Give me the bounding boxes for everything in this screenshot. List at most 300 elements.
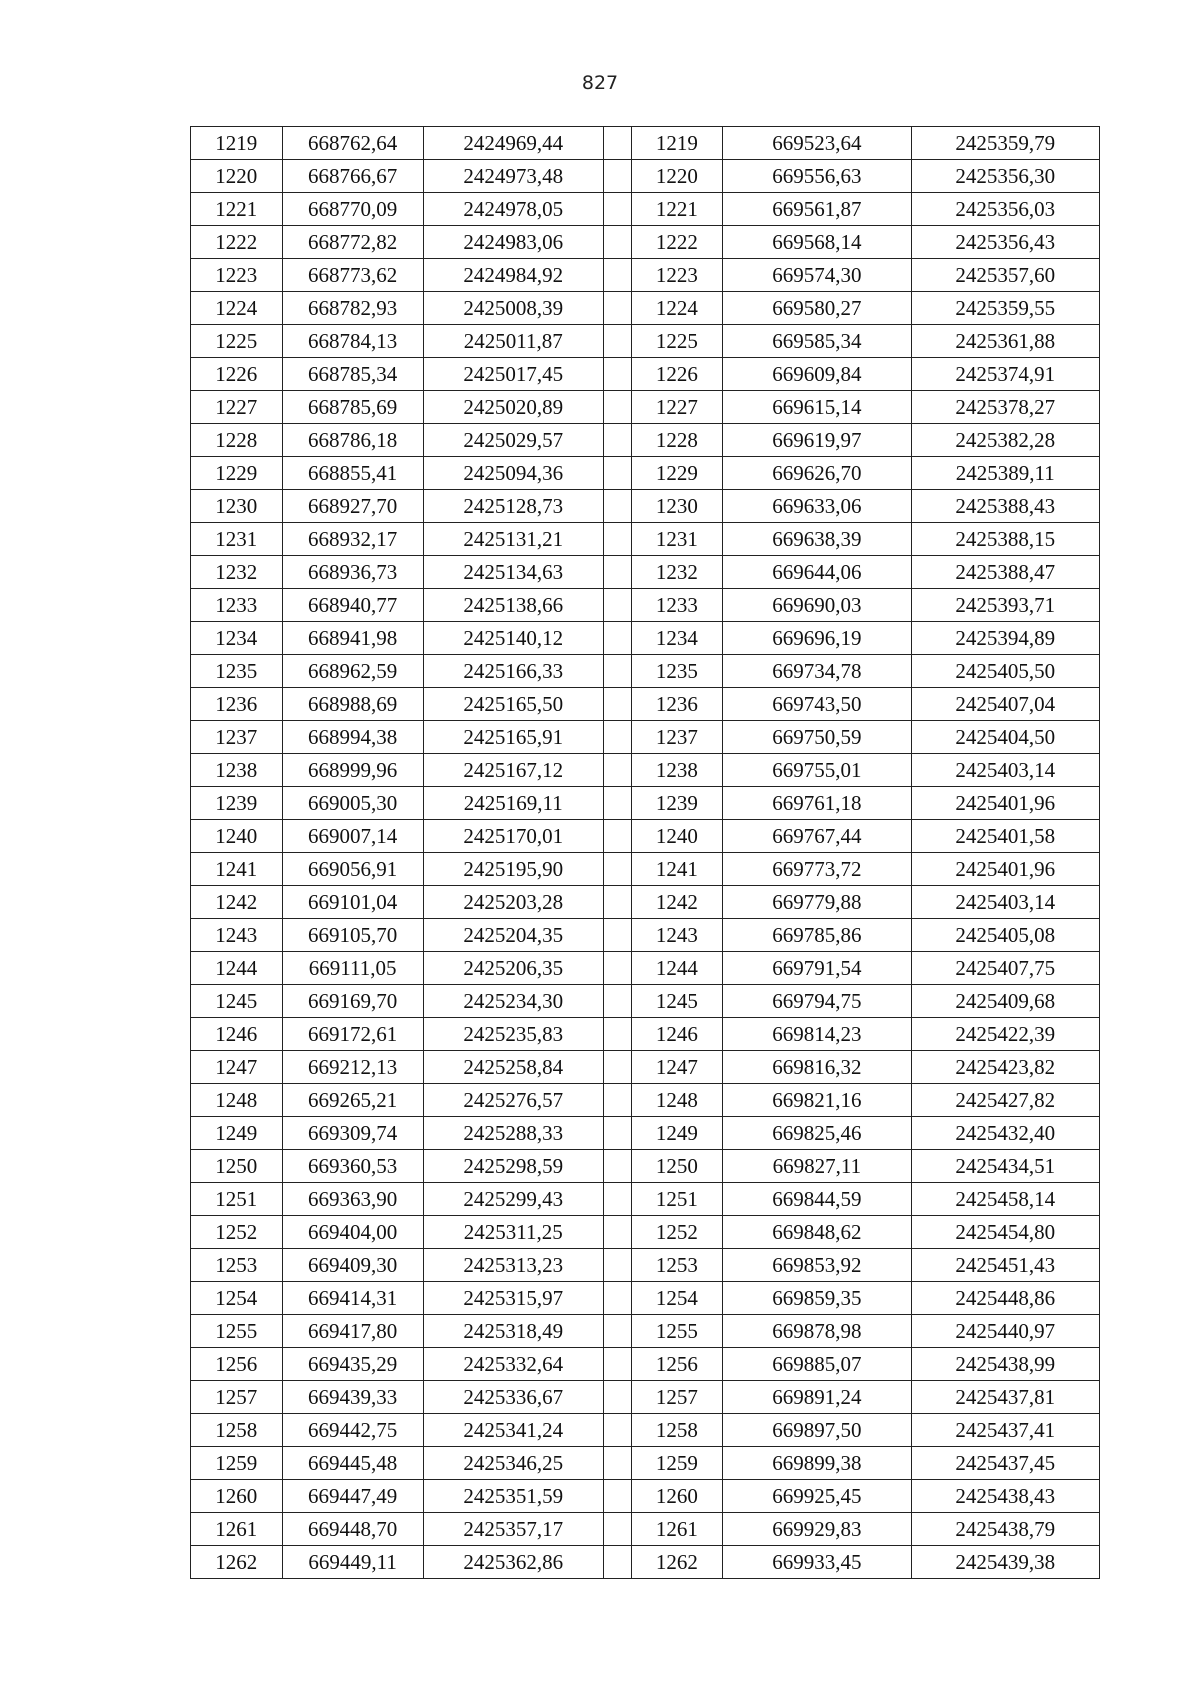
y-coordinate-cell: 2425389,11 — [911, 457, 1099, 490]
table-row — [191, 1183, 1100, 1216]
x-coordinate-cell: 668927,70 — [282, 490, 423, 523]
point-number-cell: 1237 — [191, 721, 283, 754]
x-coordinate-cell: 669814,23 — [723, 1018, 911, 1051]
table-row — [191, 1282, 1100, 1315]
x-coordinate-cell: 669448,70 — [282, 1513, 423, 1546]
y-coordinate-cell: 2425356,03 — [911, 193, 1099, 226]
x-coordinate-cell: 669101,04 — [282, 886, 423, 919]
point-number-cell: 1257 — [191, 1381, 283, 1414]
y-coordinate-cell: 2425437,81 — [911, 1381, 1099, 1414]
point-number-cell: 1232 — [631, 556, 723, 589]
y-coordinate-cell: 2425393,71 — [911, 589, 1099, 622]
point-number-cell: 1233 — [631, 589, 723, 622]
y-coordinate-cell: 2424973,48 — [423, 160, 603, 193]
point-number-cell: 1231 — [631, 523, 723, 556]
table-row — [191, 1084, 1100, 1117]
x-coordinate-cell: 668785,69 — [282, 391, 423, 424]
separator-cell — [603, 1447, 631, 1480]
separator-cell — [603, 688, 631, 721]
table-row — [191, 1051, 1100, 1084]
y-coordinate-cell: 2425438,43 — [911, 1480, 1099, 1513]
x-coordinate-cell: 669111,05 — [282, 952, 423, 985]
x-coordinate-cell: 669404,00 — [282, 1216, 423, 1249]
table-row — [191, 1546, 1100, 1579]
point-number-cell: 1223 — [631, 259, 723, 292]
point-number-cell: 1221 — [191, 193, 283, 226]
table-row — [191, 259, 1100, 292]
y-coordinate-cell: 2425166,33 — [423, 655, 603, 688]
x-coordinate-cell: 668932,17 — [282, 523, 423, 556]
x-coordinate-cell: 669859,35 — [723, 1282, 911, 1315]
point-number-cell: 1225 — [191, 325, 283, 358]
point-number-cell: 1221 — [631, 193, 723, 226]
separator-cell — [603, 523, 631, 556]
x-coordinate-cell: 669878,98 — [723, 1315, 911, 1348]
table-row — [191, 820, 1100, 853]
y-coordinate-cell: 2425422,39 — [911, 1018, 1099, 1051]
y-coordinate-cell: 2425434,51 — [911, 1150, 1099, 1183]
point-number-cell: 1234 — [191, 622, 283, 655]
y-coordinate-cell: 2425204,35 — [423, 919, 603, 952]
y-coordinate-cell: 2425437,45 — [911, 1447, 1099, 1480]
separator-cell — [603, 1546, 631, 1579]
coordinates-table — [190, 126, 1100, 1579]
table-row — [191, 226, 1100, 259]
table-row — [191, 721, 1100, 754]
separator-cell — [603, 589, 631, 622]
x-coordinate-cell: 669447,49 — [282, 1480, 423, 1513]
y-coordinate-cell: 2425008,39 — [423, 292, 603, 325]
x-coordinate-cell: 669585,34 — [723, 325, 911, 358]
y-coordinate-cell: 2425165,50 — [423, 688, 603, 721]
point-number-cell: 1227 — [631, 391, 723, 424]
y-coordinate-cell: 2424983,06 — [423, 226, 603, 259]
table-row — [191, 754, 1100, 787]
x-coordinate-cell: 669580,27 — [723, 292, 911, 325]
point-number-cell: 1220 — [191, 160, 283, 193]
table-row — [191, 655, 1100, 688]
separator-cell — [603, 853, 631, 886]
x-coordinate-cell: 669265,21 — [282, 1084, 423, 1117]
table-row — [191, 1249, 1100, 1282]
table-row — [191, 325, 1100, 358]
x-coordinate-cell: 668786,18 — [282, 424, 423, 457]
x-coordinate-cell: 669827,11 — [723, 1150, 911, 1183]
y-coordinate-cell: 2425405,50 — [911, 655, 1099, 688]
separator-cell — [603, 556, 631, 589]
y-coordinate-cell: 2425404,50 — [911, 721, 1099, 754]
table-row — [191, 127, 1100, 160]
y-coordinate-cell: 2425311,25 — [423, 1216, 603, 1249]
point-number-cell: 1220 — [631, 160, 723, 193]
x-coordinate-cell: 669439,33 — [282, 1381, 423, 1414]
x-coordinate-cell: 669609,84 — [723, 358, 911, 391]
x-coordinate-cell: 669442,75 — [282, 1414, 423, 1447]
y-coordinate-cell: 2425403,14 — [911, 754, 1099, 787]
point-number-cell: 1226 — [191, 358, 283, 391]
separator-cell — [603, 1150, 631, 1183]
y-coordinate-cell: 2425170,01 — [423, 820, 603, 853]
x-coordinate-cell: 668770,09 — [282, 193, 423, 226]
point-number-cell: 1239 — [631, 787, 723, 820]
x-coordinate-cell: 669844,59 — [723, 1183, 911, 1216]
x-coordinate-cell: 668994,38 — [282, 721, 423, 754]
point-number-cell: 1230 — [631, 490, 723, 523]
y-coordinate-cell: 2425437,41 — [911, 1414, 1099, 1447]
page-number: 827 — [581, 72, 619, 94]
table-row — [191, 952, 1100, 985]
table-row — [191, 1315, 1100, 1348]
x-coordinate-cell: 669574,30 — [723, 259, 911, 292]
y-coordinate-cell: 2425359,55 — [911, 292, 1099, 325]
y-coordinate-cell: 2425276,57 — [423, 1084, 603, 1117]
y-coordinate-cell: 2425401,96 — [911, 853, 1099, 886]
y-coordinate-cell: 2425167,12 — [423, 754, 603, 787]
separator-cell — [603, 721, 631, 754]
y-coordinate-cell: 2425341,24 — [423, 1414, 603, 1447]
point-number-cell: 1242 — [191, 886, 283, 919]
separator-cell — [603, 754, 631, 787]
point-number-cell: 1230 — [191, 490, 283, 523]
table-row — [191, 622, 1100, 655]
separator-cell — [603, 1018, 631, 1051]
point-number-cell: 1224 — [631, 292, 723, 325]
separator-cell — [603, 886, 631, 919]
point-number-cell: 1233 — [191, 589, 283, 622]
y-coordinate-cell: 2425351,59 — [423, 1480, 603, 1513]
point-number-cell: 1236 — [631, 688, 723, 721]
table-row — [191, 1513, 1100, 1546]
separator-cell — [603, 391, 631, 424]
point-number-cell: 1256 — [191, 1348, 283, 1381]
x-coordinate-cell: 669848,62 — [723, 1216, 911, 1249]
x-coordinate-cell: 669212,13 — [282, 1051, 423, 1084]
table-row — [191, 160, 1100, 193]
separator-cell — [603, 622, 631, 655]
point-number-cell: 1238 — [631, 754, 723, 787]
y-coordinate-cell: 2425131,21 — [423, 523, 603, 556]
y-coordinate-cell: 2425361,88 — [911, 325, 1099, 358]
separator-cell — [603, 1381, 631, 1414]
y-coordinate-cell: 2425388,15 — [911, 523, 1099, 556]
point-number-cell: 1262 — [631, 1546, 723, 1579]
x-coordinate-cell: 668988,69 — [282, 688, 423, 721]
x-coordinate-cell: 669891,24 — [723, 1381, 911, 1414]
y-coordinate-cell: 2425403,14 — [911, 886, 1099, 919]
table-row — [191, 1381, 1100, 1414]
point-number-cell: 1248 — [631, 1084, 723, 1117]
y-coordinate-cell: 2425169,11 — [423, 787, 603, 820]
separator-cell — [603, 1117, 631, 1150]
separator-cell — [603, 985, 631, 1018]
y-coordinate-cell: 2425407,04 — [911, 688, 1099, 721]
point-number-cell: 1262 — [191, 1546, 283, 1579]
separator-cell — [603, 952, 631, 985]
x-coordinate-cell: 669638,39 — [723, 523, 911, 556]
y-coordinate-cell: 2425439,38 — [911, 1546, 1099, 1579]
point-number-cell: 1246 — [631, 1018, 723, 1051]
y-coordinate-cell: 2425432,40 — [911, 1117, 1099, 1150]
point-number-cell: 1228 — [631, 424, 723, 457]
y-coordinate-cell: 2425206,35 — [423, 952, 603, 985]
point-number-cell: 1250 — [191, 1150, 283, 1183]
point-number-cell: 1236 — [191, 688, 283, 721]
table-row — [191, 1018, 1100, 1051]
x-coordinate-cell: 669773,72 — [723, 853, 911, 886]
y-coordinate-cell: 2425165,91 — [423, 721, 603, 754]
separator-cell — [603, 820, 631, 853]
table-row — [191, 358, 1100, 391]
point-number-cell: 1261 — [631, 1513, 723, 1546]
y-coordinate-cell: 2425203,28 — [423, 886, 603, 919]
x-coordinate-cell: 669853,92 — [723, 1249, 911, 1282]
x-coordinate-cell: 669767,44 — [723, 820, 911, 853]
x-coordinate-cell: 669821,16 — [723, 1084, 911, 1117]
x-coordinate-cell: 669734,78 — [723, 655, 911, 688]
point-number-cell: 1251 — [191, 1183, 283, 1216]
x-coordinate-cell: 668762,64 — [282, 127, 423, 160]
point-number-cell: 1228 — [191, 424, 283, 457]
x-coordinate-cell: 669005,30 — [282, 787, 423, 820]
point-number-cell: 1241 — [631, 853, 723, 886]
separator-cell — [603, 127, 631, 160]
x-coordinate-cell: 669417,80 — [282, 1315, 423, 1348]
x-coordinate-cell: 669435,29 — [282, 1348, 423, 1381]
separator-cell — [603, 1414, 631, 1447]
y-coordinate-cell: 2425359,79 — [911, 127, 1099, 160]
table-row — [191, 589, 1100, 622]
y-coordinate-cell: 2425362,86 — [423, 1546, 603, 1579]
point-number-cell: 1226 — [631, 358, 723, 391]
separator-cell — [603, 1282, 631, 1315]
y-coordinate-cell: 2425357,17 — [423, 1513, 603, 1546]
point-number-cell: 1257 — [631, 1381, 723, 1414]
point-number-cell: 1223 — [191, 259, 283, 292]
point-number-cell: 1241 — [191, 853, 283, 886]
table-row — [191, 523, 1100, 556]
x-coordinate-cell: 669056,91 — [282, 853, 423, 886]
point-number-cell: 1245 — [631, 985, 723, 1018]
y-coordinate-cell: 2425356,43 — [911, 226, 1099, 259]
point-number-cell: 1248 — [191, 1084, 283, 1117]
y-coordinate-cell: 2425405,08 — [911, 919, 1099, 952]
separator-cell — [603, 1183, 631, 1216]
point-number-cell: 1240 — [191, 820, 283, 853]
y-coordinate-cell: 2425195,90 — [423, 853, 603, 886]
y-coordinate-cell: 2425313,23 — [423, 1249, 603, 1282]
x-coordinate-cell: 669169,70 — [282, 985, 423, 1018]
separator-cell — [603, 919, 631, 952]
separator-cell — [603, 160, 631, 193]
point-number-cell: 1222 — [631, 226, 723, 259]
table-row — [191, 1117, 1100, 1150]
y-coordinate-cell: 2425299,43 — [423, 1183, 603, 1216]
x-coordinate-cell: 669743,50 — [723, 688, 911, 721]
separator-cell — [603, 1348, 631, 1381]
table-row — [191, 556, 1100, 589]
x-coordinate-cell: 668773,62 — [282, 259, 423, 292]
point-number-cell: 1245 — [191, 985, 283, 1018]
x-coordinate-cell: 669644,06 — [723, 556, 911, 589]
x-coordinate-cell: 669750,59 — [723, 721, 911, 754]
point-number-cell: 1238 — [191, 754, 283, 787]
table-row — [191, 853, 1100, 886]
table-row — [191, 985, 1100, 1018]
y-coordinate-cell: 2425454,80 — [911, 1216, 1099, 1249]
x-coordinate-cell: 668782,93 — [282, 292, 423, 325]
y-coordinate-cell: 2425356,30 — [911, 160, 1099, 193]
point-number-cell: 1235 — [191, 655, 283, 688]
separator-cell — [603, 1480, 631, 1513]
y-coordinate-cell: 2425138,66 — [423, 589, 603, 622]
x-coordinate-cell: 669363,90 — [282, 1183, 423, 1216]
point-number-cell: 1258 — [631, 1414, 723, 1447]
y-coordinate-cell: 2425448,86 — [911, 1282, 1099, 1315]
point-number-cell: 1244 — [631, 952, 723, 985]
x-coordinate-cell: 668766,67 — [282, 160, 423, 193]
point-number-cell: 1250 — [631, 1150, 723, 1183]
separator-cell — [603, 292, 631, 325]
y-coordinate-cell: 2425017,45 — [423, 358, 603, 391]
point-number-cell: 1219 — [191, 127, 283, 160]
x-coordinate-cell: 669561,87 — [723, 193, 911, 226]
y-coordinate-cell: 2425020,89 — [423, 391, 603, 424]
y-coordinate-cell: 2424984,92 — [423, 259, 603, 292]
x-coordinate-cell: 669626,70 — [723, 457, 911, 490]
point-number-cell: 1219 — [631, 127, 723, 160]
x-coordinate-cell: 669409,30 — [282, 1249, 423, 1282]
x-coordinate-cell: 669568,14 — [723, 226, 911, 259]
x-coordinate-cell: 669785,86 — [723, 919, 911, 952]
point-number-cell: 1232 — [191, 556, 283, 589]
x-coordinate-cell: 669925,45 — [723, 1480, 911, 1513]
y-coordinate-cell: 2425427,82 — [911, 1084, 1099, 1117]
x-coordinate-cell: 669615,14 — [723, 391, 911, 424]
y-coordinate-cell: 2425401,96 — [911, 787, 1099, 820]
point-number-cell: 1242 — [631, 886, 723, 919]
table-row — [191, 292, 1100, 325]
y-coordinate-cell: 2425423,82 — [911, 1051, 1099, 1084]
table-row — [191, 919, 1100, 952]
point-number-cell: 1253 — [191, 1249, 283, 1282]
coordinates-table-body — [191, 127, 1100, 1579]
x-coordinate-cell: 668772,82 — [282, 226, 423, 259]
point-number-cell: 1252 — [191, 1216, 283, 1249]
y-coordinate-cell: 2425288,33 — [423, 1117, 603, 1150]
y-coordinate-cell: 2425401,58 — [911, 820, 1099, 853]
point-number-cell: 1256 — [631, 1348, 723, 1381]
point-number-cell: 1237 — [631, 721, 723, 754]
x-coordinate-cell: 669414,31 — [282, 1282, 423, 1315]
separator-cell — [603, 1315, 631, 1348]
separator-cell — [603, 424, 631, 457]
x-coordinate-cell: 669696,19 — [723, 622, 911, 655]
x-coordinate-cell: 669105,70 — [282, 919, 423, 952]
separator-cell — [603, 1216, 631, 1249]
x-coordinate-cell: 668785,34 — [282, 358, 423, 391]
x-coordinate-cell: 669791,54 — [723, 952, 911, 985]
y-coordinate-cell: 2425440,97 — [911, 1315, 1099, 1348]
separator-cell — [603, 1513, 631, 1546]
separator-cell — [603, 1084, 631, 1117]
point-number-cell: 1251 — [631, 1183, 723, 1216]
separator-cell — [603, 787, 631, 820]
point-number-cell: 1249 — [191, 1117, 283, 1150]
y-coordinate-cell: 2425235,83 — [423, 1018, 603, 1051]
point-number-cell: 1225 — [631, 325, 723, 358]
y-coordinate-cell: 2425318,49 — [423, 1315, 603, 1348]
point-number-cell: 1260 — [191, 1480, 283, 1513]
x-coordinate-cell: 669816,32 — [723, 1051, 911, 1084]
y-coordinate-cell: 2425336,67 — [423, 1381, 603, 1414]
y-coordinate-cell: 2424969,44 — [423, 127, 603, 160]
point-number-cell: 1243 — [191, 919, 283, 952]
point-number-cell: 1229 — [631, 457, 723, 490]
y-coordinate-cell: 2425438,79 — [911, 1513, 1099, 1546]
point-number-cell: 1227 — [191, 391, 283, 424]
y-coordinate-cell: 2425140,12 — [423, 622, 603, 655]
separator-cell — [603, 1051, 631, 1084]
x-coordinate-cell: 669933,45 — [723, 1546, 911, 1579]
point-number-cell: 1253 — [631, 1249, 723, 1282]
table-row — [191, 490, 1100, 523]
point-number-cell: 1234 — [631, 622, 723, 655]
x-coordinate-cell: 668941,98 — [282, 622, 423, 655]
x-coordinate-cell: 669360,53 — [282, 1150, 423, 1183]
point-number-cell: 1261 — [191, 1513, 283, 1546]
separator-cell — [603, 490, 631, 523]
y-coordinate-cell: 2425382,28 — [911, 424, 1099, 457]
y-coordinate-cell: 2425346,25 — [423, 1447, 603, 1480]
x-coordinate-cell: 668999,96 — [282, 754, 423, 787]
y-coordinate-cell: 2425332,64 — [423, 1348, 603, 1381]
x-coordinate-cell: 668940,77 — [282, 589, 423, 622]
separator-cell — [603, 358, 631, 391]
x-coordinate-cell: 669172,61 — [282, 1018, 423, 1051]
x-coordinate-cell: 669794,75 — [723, 985, 911, 1018]
point-number-cell: 1243 — [631, 919, 723, 952]
y-coordinate-cell: 2425234,30 — [423, 985, 603, 1018]
table-row — [191, 886, 1100, 919]
point-number-cell: 1235 — [631, 655, 723, 688]
point-number-cell: 1255 — [631, 1315, 723, 1348]
y-coordinate-cell: 2425258,84 — [423, 1051, 603, 1084]
y-coordinate-cell: 2425458,14 — [911, 1183, 1099, 1216]
point-number-cell: 1244 — [191, 952, 283, 985]
separator-cell — [603, 1249, 631, 1282]
y-coordinate-cell: 2425374,91 — [911, 358, 1099, 391]
table-row — [191, 193, 1100, 226]
separator-cell — [603, 259, 631, 292]
table-row — [191, 1150, 1100, 1183]
point-number-cell: 1239 — [191, 787, 283, 820]
point-number-cell: 1258 — [191, 1414, 283, 1447]
point-number-cell: 1247 — [631, 1051, 723, 1084]
y-coordinate-cell: 2425357,60 — [911, 259, 1099, 292]
y-coordinate-cell: 2425394,89 — [911, 622, 1099, 655]
x-coordinate-cell: 669825,46 — [723, 1117, 911, 1150]
separator-cell — [603, 655, 631, 688]
point-number-cell: 1229 — [191, 457, 283, 490]
x-coordinate-cell: 668855,41 — [282, 457, 423, 490]
table-row — [191, 1447, 1100, 1480]
table-row — [191, 1216, 1100, 1249]
point-number-cell: 1222 — [191, 226, 283, 259]
x-coordinate-cell: 669633,06 — [723, 490, 911, 523]
table-row — [191, 457, 1100, 490]
point-number-cell: 1246 — [191, 1018, 283, 1051]
point-number-cell: 1240 — [631, 820, 723, 853]
